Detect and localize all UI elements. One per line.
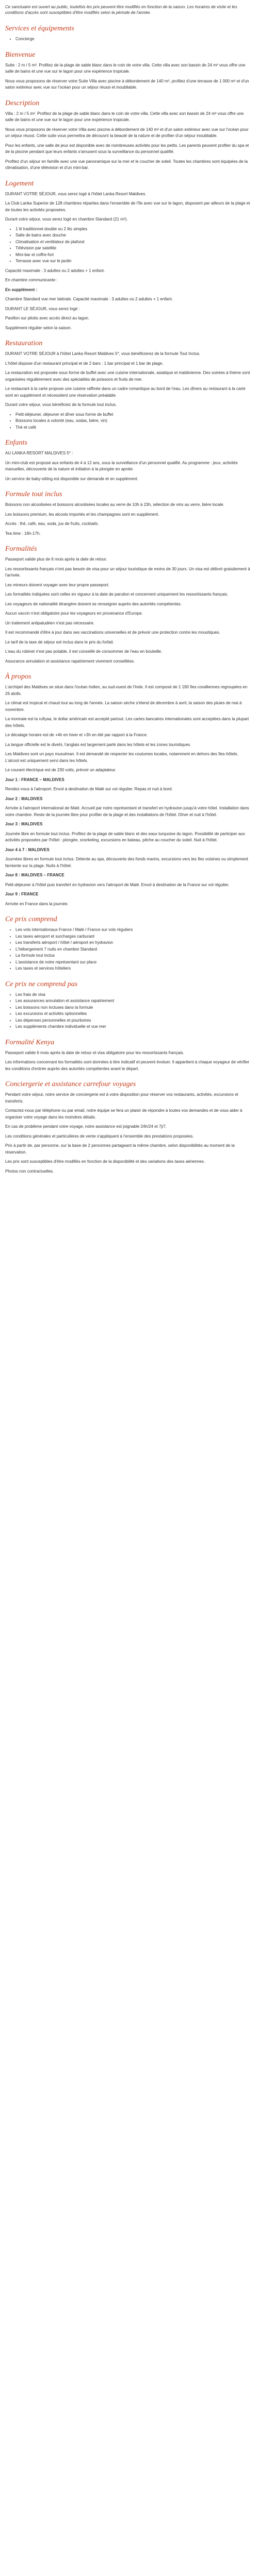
day-text: Petit-déjeuner à l'hôtel puis transfert en hydravion vers l'aéroport de Malé. Envol à destination de la France sur vol régulier.	[5, 882, 230, 887]
nb-paragraph: Les informations concernant les formalités sont données à titre indicatif et peuvent évoluer. Il appartient à chaque voyageur de vérifier les conditions d'entrée auprès des autorités compétentes avant le départ.	[5, 1060, 250, 1071]
logement-item: • Mini-bar et coffre-fort	[15, 252, 253, 259]
restauration-paragraph: La restauration est proposée sous forme de buffet avec une cuisine internationale, asiatique et maldivienne. Des soirées à thème sont organisées régulièrement avec des spécialités de poissons et fruits de mer.	[5, 370, 250, 382]
formule-paragraph: Tea time : 16h-17h.	[5, 531, 41, 536]
formalites-paragraph: Les ressortissants français n'ont pas besoin de visa pour un séjour touristique de moins de 30 jours. Un visa est délivré gratuitement à l'arrivée.	[5, 566, 250, 578]
formalites-title: Formalités	[5, 545, 37, 553]
logement-paragraph: DURANT VOTRE SÉJOUR, vous serez logé à l'hôtel Lanka Resort Maldives.	[5, 191, 147, 196]
included-item: • Les vols internationaux France / Malé / France sur vols réguliers	[15, 927, 253, 934]
day-text: Arrivée en France dans la journée.	[5, 901, 69, 906]
day-text: Journées libres en formule tout inclus. Détente au spa, découverte des fonds marins, excursions vers les îles voisines ou simplement farniente sur la plage. Nuits à l'hôtel.	[5, 857, 248, 868]
formalites-paragraph: Il est recommandé d'être à jour dans ses vaccinations universelles et de prévoir une protection contre les moustiques.	[5, 630, 220, 635]
excluded-item: • Les dépenses personnelles et pourboires	[15, 1018, 253, 1024]
conditions-paragraph: En cas de problème pendant votre voyage, notre assistance est joignable 24h/24 et 7j/7.	[5, 1124, 167, 1129]
day-text: Arrivée à l'aéroport international de Malé. Accueil par notre représentant et transfert en hydravion jusqu'à votre hôtel. Installation dans votre chambre. Reste de la journée libre pour profiter de la plage et des installations de l'hôtel. Dîner et nuit à l'hôtel.	[5, 806, 249, 817]
restauration-paragraph: L'hôtel dispose d'un restaurant principal et de 2 bars : 1 bar principal et 1 bar de plage.	[5, 361, 164, 366]
formalites-paragraph: Aucun vaccin n'est obligatoire pour les voyageurs en provenance d'Europe.	[5, 611, 143, 616]
logement-supplement: Pavillon sur pilotis avec accès direct au lagon.	[5, 316, 90, 320]
included-list	[5, 927, 253, 972]
included-item: • Les taxes et services hôteliers	[15, 965, 253, 972]
nb-paragraph: Passeport valide 6 mois après la date de retour et visa obligatoire pour les ressortissants français.	[5, 1050, 184, 1055]
day-title: Jour 4 à 7 : MALDIVES	[5, 847, 50, 852]
day-title: Jour 8 : MALDIVES – FRANCE	[5, 873, 64, 877]
logement-item: • Télévision par satellite	[15, 245, 253, 252]
logement-after: Capacité maximale : 3 adultes ou 2 adultes + 1 enfant.	[5, 268, 105, 273]
description-paragraph: Profitez d'un séjour en famille avec une vue panoramique sur la mer et le coucher de soleil. Toutes les chambres sont équipées de la climatisation, d'une télévision et d'un mini-bar.	[5, 159, 248, 170]
included-item: • Les taxes aéroport et surcharges carburant	[15, 934, 253, 940]
logement-supplement: Chambre Standard vue mer latérale. Capacité maximale : 3 adultes ou 2 adultes + 1 enfant.	[5, 297, 173, 301]
conditions-paragraph: Contactez-nous par téléphone ou par email, notre équipe se fera un plaisir de répondre à toutes vos demandes et de vous aider à organiser votre voyage dans les moindres détails.	[5, 1108, 243, 1120]
apropos-paragraph: L'archipel des Maldives se situe dans l'océan Indien, au sud-ouest de l'Inde. Il est composé de 1 190 îles coralliennes regroupées en 26 atolls.	[5, 685, 248, 696]
logement-supplement: DURANT LE SÉJOUR, vous serez logé :	[5, 306, 80, 311]
formalites-paragraph: Un traitement antipaludéen n'est pas nécessaire.	[5, 620, 95, 625]
restauration-item: • Thé et café	[15, 425, 253, 431]
formalites-paragraph: Passeport valide plus de 6 mois après la date de retour.	[5, 557, 107, 562]
conditions-title: Conciergerie et assistance carrefour voyages	[5, 1080, 136, 1088]
nb-title: Formalité Kenya	[5, 1038, 55, 1046]
logement-title: Logement	[5, 179, 34, 188]
programme	[5, 777, 253, 908]
restauration-list	[5, 412, 253, 431]
apropos-paragraph: Le courant électrique est de 230 volts, prévoir un adaptateur.	[5, 768, 117, 772]
restauration-paragraph: Durant votre séjour, vous bénéficiez de la formule tout inclus.	[5, 402, 117, 407]
services-item: • Concierge	[15, 36, 253, 43]
description-title: Description	[5, 99, 40, 107]
formalites-paragraph: Les mineurs doivent voyager avec leur propre passeport.	[5, 582, 109, 587]
excluded-item: • Les suppléments chambre individuelle et vue mer	[15, 1024, 253, 1030]
enfants-title: Enfants	[5, 439, 27, 447]
formule-title: Formule tout inclus	[5, 490, 62, 498]
apropos-paragraph: Le décalage horaire est de +4h en hiver et +3h en été par rapport à la France.	[5, 733, 148, 737]
day-text: Journée libre en formule tout inclus. Profitez de la plage de sable blanc et des eaux turquoise du lagon. Possibilité de participer aux activités proposées par l'hôtel : plongée, snorkeling, excursions en bateau, pêche au coucher du soleil. Nuit à l'hôtel.	[5, 831, 245, 842]
description-paragraph: Nous vous proposons de réserver votre Villa avec piscine à débordement de 140 m² et d'un salon extérieur avec vue sur l'océan pour un séjour réussi. Cette suite vous permettra de découvrir la beauté de la nature et de profiter d'un séjour inoubliable.	[5, 127, 249, 138]
restauration-item: • Petit-déjeuner, déjeuner et dîner sous forme de buffet	[15, 412, 253, 418]
enfants-paragraph: Un service de baby-sitting est disponible sur demande et en supplément.	[5, 476, 138, 481]
day-text: Rendez-vous à l'aéroport. Envol à destination de Malé sur vol régulier. Repas et nuit à bord.	[5, 787, 173, 791]
apropos-paragraph: Le climat est tropical et chaud tout au long de l'année. La saison sèche s'étend de décembre à avril, la saison des pluies de mai à novembre.	[5, 701, 242, 712]
programme-day	[5, 796, 253, 819]
logement-list	[5, 226, 253, 265]
services-list	[5, 36, 253, 43]
programme-day	[5, 847, 253, 870]
description-paragraph: Pour les enfants, une salle de jeux est disponible avec de nombreuses activités pour les petits. Les parents peuvent profiter du spa et de la piscine pendant que leurs enfants s'amusent sous la surveillance du personnel qualifié.	[5, 143, 249, 154]
logement-item: • Climatisation et ventilateur de plafond	[15, 239, 253, 246]
formalites-paragraph: Les formalités indiquées sont celles en vigueur à la date de parution et concernent uniquement les ressortissants français.	[5, 592, 229, 597]
formalites-paragraph: Le tarif de la taxe de séjour est inclus dans le prix du forfait.	[5, 639, 114, 645]
included-title: Ce prix comprend	[5, 916, 57, 923]
formule-paragraph: Boissons non alcoolisées et boissons alcoolisées locales au verre de 10h à 23h, sélection de vins au verre, bière locale.	[5, 502, 224, 507]
programme-day	[5, 777, 253, 793]
restauration-title: Restauration	[5, 340, 43, 347]
excluded-item: • Les assurances annulation et assistance rapatriement	[15, 998, 253, 1005]
bienvenue-title: Bienvenue	[5, 50, 36, 59]
day-title: Jour 3 : MALDIVES	[5, 822, 43, 826]
formule-paragraph: Accès : thé, café, eau, soda, jus de fruits, cocktails.	[5, 521, 99, 526]
included-item: • L'hébergement 7 nuits en chambre Standard	[15, 946, 253, 953]
restauration-item: • Boissons locales à volonté (eau, sodas, bière, vin)	[15, 418, 253, 425]
conditions-paragraph: Photos non contractuelles.	[5, 1168, 54, 1174]
apropos-paragraph: La monnaie est la rufiyaa, le dollar américain est accepté partout. Les cartes bancaires internationales sont acceptées dans la plupart des hôtels.	[5, 717, 249, 728]
programme-day	[5, 891, 253, 907]
logement-after: En chambre communicante :	[5, 278, 58, 282]
bienvenue-paragraph: Nous vous proposons de réserver votre Suite Villa avec piscine à débordement de 140 m², profitez d'une terrasse de 1 000 m² et d'un salon extérieur avec vue sur l'océan pour un séjour réussi et inoubliable.	[5, 78, 249, 90]
apropos-title: À propos	[5, 673, 31, 681]
day-title: Jour 2 : MALDIVES	[5, 796, 43, 801]
excluded-list	[5, 992, 253, 1030]
page	[0, 0, 258, 1188]
logement-item: • Terrasse avec vue sur le jardin	[15, 258, 253, 265]
excluded-item: • Les frais de visa	[15, 992, 253, 998]
restauration-paragraph: DURANT VOTRE SÉJOUR à l'hôtel Lanka Resort Maldives 5*, vous bénéficierez de la formule Tout Inclus.	[5, 351, 201, 356]
description-paragraph: Villa : 2 m / 5 m². Profitez de la plage de sable blanc dans le coin de votre villa. Cette villa avec son bassin de 24 m² vous offre une salle de bains et une vue sur le lagon pour une expérience tropicale.	[5, 111, 244, 122]
apropos-paragraph: La langue officielle est le divehi, l'anglais est largement parlé dans les hôtels et les zones touristiques.	[5, 742, 191, 747]
restauration-paragraph: Le restaurant à la carte propose une cuisine raffinée dans un cadre romantique au bord de l'eau. Les dîners au restaurant à la carte sont en supplément et nécessitent une réservation préalable.	[5, 386, 246, 398]
logement-supplement: Supplément régulier selon la saison.	[5, 325, 72, 330]
conditions-paragraph: Prix à partir de, par personne, sur la base de 2 personnes partageant la même chambre, selon disponibilités au moment de la réservation.	[5, 1143, 235, 1155]
day-title: Jour 1 : FRANCE – MALDIVES	[5, 777, 64, 782]
formalites-paragraph: Assurance annulation et assistance rapatriement vivement conseillées.	[5, 658, 135, 664]
included-item: • L'assistance de notre représentant sur place	[15, 959, 253, 966]
conditions-paragraph: Les prix sont susceptibles d'être modifiés en fonction de la disponibilité et des variations des taxes aériennes.	[5, 1159, 205, 1164]
logement-item: • 1 lit traditionnel double ou 2 lits simples	[15, 226, 253, 233]
formalites-paragraph: Les voyageurs de nationalité étrangère doivent se renseigner auprès des autorités compétentes.	[5, 601, 182, 606]
logement-paragraph: Durant votre séjour, vous serez logé en chambre Standard (21 m²).	[5, 217, 128, 222]
conditions-paragraph: Pendant votre séjour, notre service de conciergerie est à votre disposition pour réserver vos restaurants, activités, excursions et transferts.	[5, 1092, 238, 1104]
intro-text: Ce sanctuaire est ouvert au public, toutefois les prix peuvent être modifiés en fonction de la saison. Les horaires de visite et les conditions d'accès sont susceptibles d'être modifiés selon la période de l'année.	[5, 5, 237, 15]
excluded-title: Ce prix ne comprend pas	[5, 980, 78, 988]
conditions-paragraph: Les conditions générales et particulières de vente s'appliquent à l'ensemble des prestations proposées.	[5, 1133, 194, 1139]
logement-item: • Salle de bains avec douche	[15, 232, 253, 239]
formalites-paragraph: L'eau du robinet n'est pas potable, il est conseillé de consommer de l'eau en bouteille.	[5, 649, 163, 654]
included-item: • La formule tout inclus	[15, 953, 253, 959]
apropos-paragraph: Les Maldives sont un pays musulman. Il est demandé de respecter les coutumes locales, notamment en dehors des îles-hôtels. L'alcool est uniquement servi dans les hôtels.	[5, 752, 238, 763]
programme-day	[5, 821, 253, 844]
enfants-paragraph: AU LANKA RESORT MALDIVES 5* :	[5, 451, 73, 455]
services-title: Services et équipements	[5, 25, 74, 32]
formule-paragraph: Les boissons premium, les alcools importés et les champagnes sont en supplément.	[5, 512, 159, 517]
day-title: Jour 9 : FRANCE	[5, 892, 39, 896]
excluded-item: • Les excursions et activités optionnelles	[15, 1011, 253, 1018]
excluded-item: • Les boissons non incluses dans la formule	[15, 1005, 253, 1011]
bienvenue-paragraph: Suite : 2 m / 5 m². Profitez de la plage de sable blanc dans le coin de votre villa. Cette villa avec son bassin de 24 m² vous offre une salle de bains et une vue sur le lagon pour une expérience tropicale.	[5, 62, 246, 74]
programme-day	[5, 872, 253, 888]
included-item: • Les transferts aéroport / hôtel / aéroport en hydravion	[15, 940, 253, 946]
logement-paragraph: La Club Lanka Superior de 128 chambres réparties dans l'ensemble de l'île avec vue sur le lagon, disposent par ailleurs de la plage et de toutes les activités proposées.	[5, 201, 250, 212]
logement-supplement-title: En supplément :	[5, 287, 38, 292]
enfants-paragraph: Un mini-club est proposé aux enfants de 4 à 12 ans, sous la surveillance d'un personnel qualifié. Au programme : jeux, activités manuelles, découverte de la nature et initiation à la plongée en apnée.	[5, 460, 238, 471]
